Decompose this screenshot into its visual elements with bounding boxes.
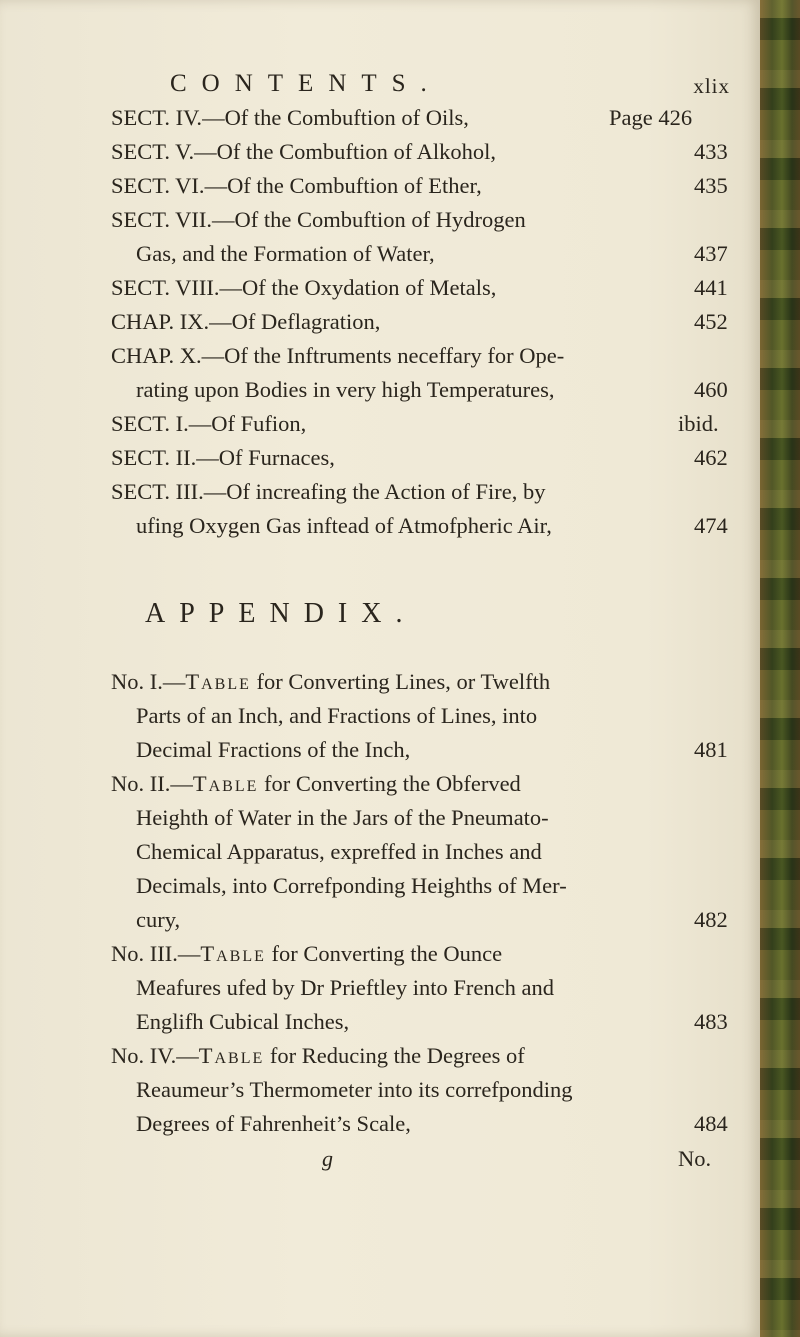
page-number: xlix (693, 74, 730, 98)
entry-line: Gas, and the Formation of Water, (136, 241, 435, 266)
entry-page: 484 (694, 1111, 728, 1136)
entry-line: SECT. III.—Of increafing the Action of Fire, by (111, 479, 546, 504)
entry-line: SECT. II.—Of Furnaces, (111, 445, 335, 470)
catchword: No. (678, 1146, 712, 1171)
entry-line: Decimal Fractions of the Inch, (136, 737, 411, 762)
appendix-title: APPENDIX. (145, 598, 417, 629)
entry-page: 462 (694, 445, 728, 470)
entry-line: SECT. VII.—Of the Combuftion of Hydrogen (111, 207, 526, 232)
entry-page: 433 (694, 139, 728, 164)
entry-line: No. III.—Table for Converting the Ounce (111, 941, 503, 966)
entry-line: No. IV.—Table for Reducing the Degrees of (111, 1043, 525, 1068)
entry-page: 483 (694, 1009, 728, 1034)
book-binding-edge (760, 0, 800, 1337)
entry-line: No. II.—Table for Converting the Obferved (111, 771, 521, 796)
entry-line: Meafures ufed by Dr Prieftley into French and (136, 975, 554, 1000)
entry-line: SECT. VI.—Of the Combuftion of Ether, (111, 173, 482, 198)
entry-line: SECT. VIII.—Of the Oxydation of Metals, (111, 275, 497, 300)
entry-line: CHAP. IX.—Of Deflagration, (111, 309, 381, 334)
running-title: CONTENTS. (170, 70, 442, 97)
entry-page: Page 426 (609, 105, 693, 130)
entry-line: Parts of an Inch, and Fractions of Lines, into (136, 703, 538, 728)
entry-line: Chemical Apparatus, expreffed in Inches and (136, 839, 542, 864)
entry-page: 482 (694, 907, 728, 932)
entry-line: Decimals, into Correfponding Heighths of Mer- (136, 873, 567, 898)
entry-line: Heighth of Water in the Jars of the Pneumato- (136, 805, 549, 830)
signature-mark: g (322, 1146, 333, 1171)
entry-line: cury, (136, 907, 181, 932)
entry-line: CHAP. X.—Of the Inftruments neceffary for Ope- (111, 343, 565, 368)
entry-line: SECT. IV.—Of the Combuftion of Oils, (111, 105, 469, 130)
entry-line: Englifh Cubical Inches, (136, 1009, 350, 1034)
entry-line: No. I.—Table for Converting Lines, or Twelfth (111, 669, 551, 694)
entry-page: 452 (694, 309, 728, 334)
entry-line: ufing Oxygen Gas inftead of Atmofpheric Air, (136, 513, 552, 538)
entry-page: 474 (694, 513, 728, 538)
entry-page: ibid. (678, 411, 719, 436)
entry-page: 460 (694, 377, 728, 402)
entry-page: 441 (694, 275, 728, 300)
entry-page: 437 (694, 241, 728, 266)
entry-line: rating upon Bodies in very high Temperatures, (136, 377, 555, 402)
entry-line: Reaumeur’s Thermometer into its correfponding (136, 1077, 573, 1102)
entry-line: SECT. I.—Of Fufion, (111, 411, 307, 436)
entry-page: 481 (694, 737, 728, 762)
entry-page: 435 (694, 173, 728, 198)
entry-line: SECT. V.—Of the Combuftion of Alkohol, (111, 139, 497, 164)
entry-line: Degrees of Fahrenheit’s Scale, (136, 1111, 411, 1136)
